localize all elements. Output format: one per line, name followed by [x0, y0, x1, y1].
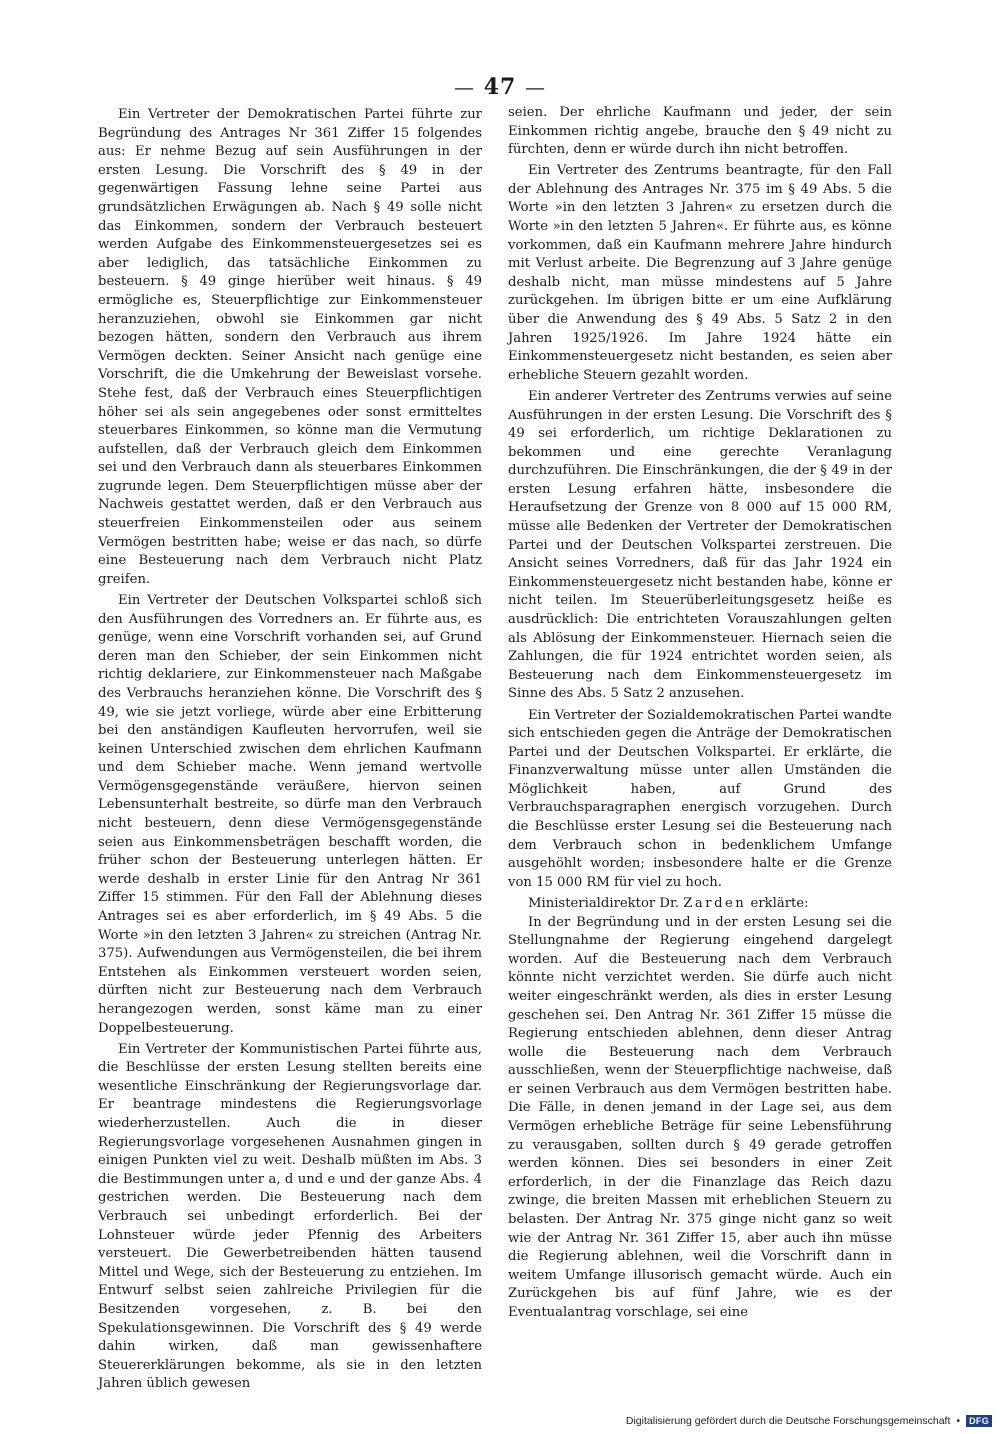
paragraph-sozialdemokratische-partei: Ein Vertreter der Sozialdemokratischen Partei wandte sich entschieden gegen die Anträge der Demokratischen Partei und der Deutschen Volkspartei. Er erklärte, die Finanzverwaltung müsse unter allen Umständen die Möglichkeit haben, auf Grund des Verbrauchsparagraphen energisch vorzugehen. Durch die Beschlüsse erster Lesung sei die Besteuerung nach dem Verbrauch schon in bedenklichem Umfange ausgehöhlt worden; insbesondere halte er die Grenze von 15 000 RM für viel zu hoch.	[508, 707, 892, 890]
paragraph-kommunistische-partei: Ein Vertreter der Kommunistischen Partei führte aus, die Beschlüsse der ersten Lesung stellten bereits eine wesentliche Einschränkung der Regierungsvorlage dar. Er beantrage mindestens die Regierungsvorlage wiederherzustellen. Auch die in dieser Regierungsvorlage vorgesehenen Ausnahmen gingen in einigen Punkten viel zu weit. Deshalb müßten im Abs. 3 die Bestimmungen unter a, d und e und der ganze Abs. 4 gestrichen werden. Die Besteuerung nach dem Verbrauch sei unbedingt erforderlich. Bei der Lohnsteuer würde jeder Pfennig des Arbeiters versteuert. Die Gewerbetreibenden hätten tausend Mittel und Wege, sich der Besteuerung zu entziehen. Im Entwurf selbst seien zahlreiche Privilegien für die Besitzenden vorgesehen, z. B. bei den Spekulationsgewinnen. Die Vorschrift des § 49 werde dahin wirken, daß man gewissenhaftere Steuererklärungen bekomme, als sie in den letzten Jahren üblich gewesen	[98, 1041, 482, 1392]
page-number-dash-right: —	[524, 75, 546, 99]
speaker-verb: erklärte:	[750, 895, 809, 911]
dfg-logo-icon: DFG	[966, 1415, 992, 1427]
speaker-title: Ministerialdirektor Dr.	[528, 895, 680, 911]
page-number-dash-left: —	[454, 75, 476, 99]
paragraph-zentrum-anderer-vertreter: Ein anderer Vertreter des Zentrums verwies auf seine Ausführungen in der ersten Lesung. Die Vorschrift des § 49 sei erforderlich, um richtige Deklarationen zu bekommen und eine gerechte Veranlagung durchzuführen. Die Einschränkungen, die der § 49 in der ersten Lesung erfahren hätte, insbesondere die Heraufsetzung der Grenze von 8 000 auf 15 000 RM, müsse alle Bedenken der Vertreter der Demokratischen Partei und der Deutschen Volkspartei zerstreuen. Die Ansicht seines Vorredners, daß für das Jahr 1924 ein Einkommensteuergesetz nicht bestanden habe, könne er nicht teilen. Im Steuerüberleitungsgesetz heiße es ausdrücklich: Die entrichteten Vorauszahlungen gelten als Ablösung der Einkommensteuer. Hiernach seien die Zahlungen, die für 1924 entrichtet worden seien, als Besteuerung nach dem Einkommensteuergesetz im Sinne des Abs. 5 Satz 2 anzusehen.	[508, 388, 892, 702]
paragraph-continuation: seien. Der ehrliche Kaufmann und jeder, der sein Einkommen richtig angebe, brauche den § 49 nicht zu fürchten, denn er würde durch ihn nicht betroffen.	[508, 105, 892, 158]
paragraph-ministerialdirektor-statement: In der Begründung und in der ersten Lesung sei die Stellungnahme der Regierung eingehend dargelegt worden. Auf die Besteuerung nach dem Verbrauch könnte nicht verzichtet werden. Sie dürfe auch nicht weiter eingeschränkt werden, als dies in erster Lesung geschehen sei. Den Antrag Nr. 361 Ziffer 15 müsse die Regierung entschieden ablehnen, denn dieser Antrag wolle die Besteuerung nach dem Verbrauch ausschließen, wenn der Steuerpflichtige nachweise, daß er seinen Verbrauch aus dem Vermögen bestritten habe. Die Fälle, in denen jemand in der Lage sei, aus dem Vermögen erhebliche Beträge für seine Lebensführung zu verausgaben, sollten durch § 49 gerade getroffen werden können. Dies sei besonders in einer Zeit erforderlich, in der die Finanzlage das Reich dazu zwinge, die breiten Massen mit erheblichen Steuern zu belasten. Der Antrag Nr. 375 ginge nicht ganz so weit wie der Antrag Nr. 361 Ziffer 15, aber auch ihn müsse die Regierung ablehnen, weil die Vorschrift dann in weitem Umfange illusorisch gemacht würde. Auch ein Zurückgehen bis auf fünf Jahre, wie es der Eventualantrag vorschlage, sei eine	[508, 914, 892, 1320]
digitization-credit-text: Digitalisierung gefördert durch die Deutsche Forschungsgemeinschaft	[625, 1415, 951, 1427]
speaker-name: Zarden	[683, 895, 747, 911]
paragraph-deutsche-volkspartei: Ein Vertreter der Deutschen Volkspartei schloß sich den Ausführungen des Vorredners an. Er führte aus, es genüge, wenn eine Vorschrift vorhanden sei, auf Grund deren man den Schieber, der sein Einkommen nicht richtig deklariere, zur Einkommensteuer nach Maßgabe des Verbrauchs heranziehen könne. Die Vorschrift des § 49, wie sie jetzt vorliege, würde aber eine Erbitterung bei den anständigen Kaufleuten hervorrufen, weil sie keinen Unterschied zwischen dem ehrlichen Kaufmann und dem Schieber mache. Wenn jemand wertvolle Vermögensgegenstände veräußere, hiervon seinen Lebensunterhalt bestreite, so dürfe man den Verbrauch nicht besteuern, denn diese Vermögensgegenstände seien aus Einkommensbeträgen beschafft worden, die früher schon der Besteuerung unterlegen hätten. Er werde deshalb in erster Linie für den Antrag Nr 361 Ziffer 15 stimmen. Für den Fall der Ablehnung dieses Antrages sei es aber erforderlich, im § 49 Abs. 5 die Worte »in den letzten 3 Jahren« zu streichen (Antrag Nr. 375). Aufwendungen aus Vermögensteilen, die bei ihrem Entstehen als Einkommen versteuert worden seien, dürften nicht zur Besteuerung nach dem Verbrauch herangezogen werden, sonst käme man zu einer Doppelbesteuerung.	[98, 592, 482, 1036]
paragraph-zentrum: Ein Vertreter des Zentrums beantragte, für den Fall der Ablehnung des Antrages Nr. 375 im § 49 Abs. 5 die Worte »in den letzten 3 Jahren« zu ersetzen durch die Worte »in den letzten 5 Jahren«. Er führte aus, es könne vorkommen, daß ein Kaufmann mehrere Jahre hindurch mit Verlust arbeite. Die Begrenzung auf 3 Jahre genüge deshalb nicht, man müsse mindestens auf 5 Jahre zurückgehen. Im übrigen bitte er um eine Aufklärung über die Anwendung des § 49 Abs. 5 Satz 2 in den Jahren 1925/1926. Im Jahre 1924 hätte ein Einkommensteuergesetz nicht bestanden, es seien aber erhebliche Steuern gezahlt worden.	[508, 163, 892, 383]
speaker-line	[508, 895, 892, 914]
paragraph-demokratische-partei: Ein Vertreter der Demokratischen Partei führte zur Begründung des Antrages Nr 361 Ziffer 15 folgendes aus: Er nehme Bezug auf sein Ausführungen in der ersten Lesung. Die Vorschrift des § 49 in der gegenwärtigen Fassung lehne seine Partei aus grundsätzlichen Erwägungen ab. Nach § 49 solle nicht das Einkommen, sondern der Verbrauch besteuert werden Aufgabe des Einkommensteuergesetzes sei es aber lediglich, das tatsächliche Einkommen zu besteuern. § 49 ginge hierüber weit hinaus. § 49 ermögliche es, Steuerpflichtige zur Einkommensteuer heranzuziehen, obwohl sie Einkommen gar nicht bezogen hätten, sondern den Verbrauch aus ihrem Vermögen deckten. Seiner Ansicht nach genüge eine Vorschrift, die die Umkehrung der Beweislast vorsehe. Stehe fest, daß der Verbrauch eines Steuerpflichtigen höher sei als sein angegebenes oder sonst ermitteltes steuerbares Einkommen, so könne man die Vermutung aufstellen, daß der Verbrauch gleich dem Einkommen sei und den Verbrauch dann als steuerbares Einkommen zugrunde legen. Dem Steuerpflichtigen müsse aber der Nachweis gestattet werden, daß er den Verbrauch aus steuerfreien Einkommensteilen oder aus seinem Vermögen bestritten habe; weise er das nach, so dürfe eine Besteuerung nach dem Verbrauch nicht Platz greifen.	[98, 107, 482, 587]
page-number: 47	[483, 74, 517, 100]
left-column	[98, 106, 482, 1396]
page-number-header	[440, 74, 560, 100]
credit-separator: •	[956, 1415, 961, 1427]
digitization-credit	[626, 1415, 992, 1427]
right-column	[508, 104, 892, 1325]
